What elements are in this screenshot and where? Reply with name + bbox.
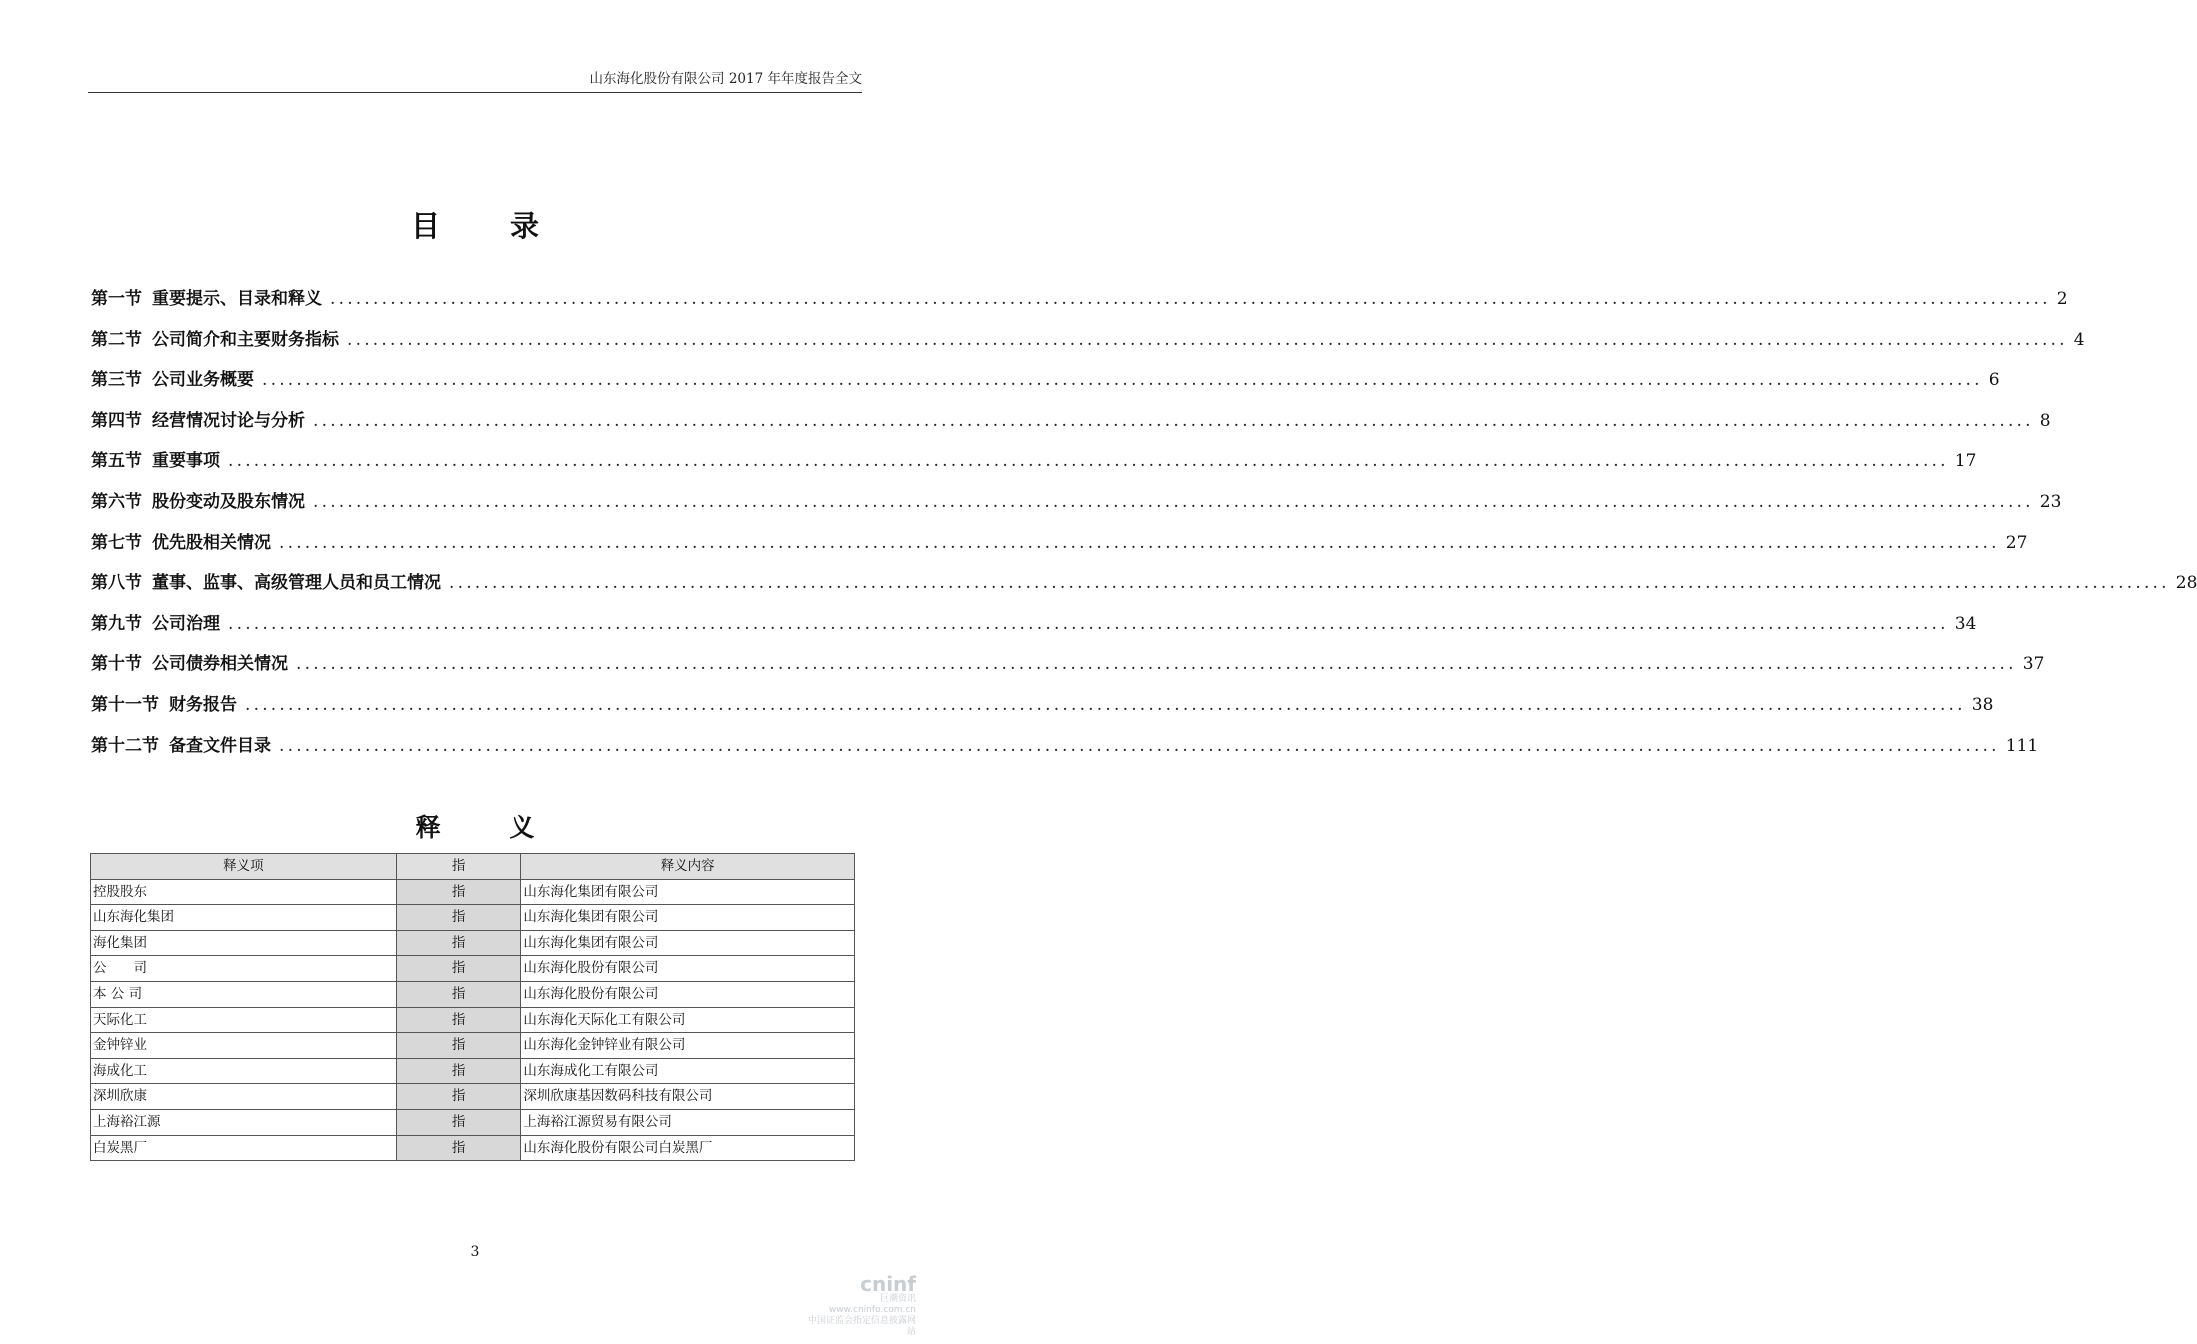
definition-term: 白炭黑厂: [91, 1135, 397, 1161]
table-row: [91, 1007, 855, 1033]
toc-item[interactable]: [91, 568, 2197, 609]
toc-item-label: [91, 284, 322, 309]
toc-item[interactable]: [91, 690, 1994, 731]
toc-item[interactable]: [91, 325, 2085, 366]
toc-item-section: 第十二节: [91, 735, 159, 756]
toc-item-label: [91, 568, 441, 593]
definition-meaning: 山东海化集团有限公司: [521, 879, 855, 905]
toc-item[interactable]: [91, 487, 2062, 528]
toc-item-title: 董事、监事、高级管理人员和员工情况: [152, 573, 441, 594]
header-term: 释义项: [91, 854, 397, 880]
toc-leader-dots: ........................................................................................................................................................................................................: [347, 329, 2068, 350]
toc-item-label: [91, 690, 237, 715]
toc-item-page: 38: [1971, 694, 1994, 715]
toc-item-label: [91, 446, 220, 471]
definition-meaning: 山东海成化工有限公司: [521, 1058, 855, 1084]
definitions-table: [90, 853, 855, 1161]
definition-term: 本 公 司: [91, 981, 397, 1007]
toc-item-label: [91, 609, 220, 634]
toc-item-label: [91, 365, 254, 390]
toc-leader-dots: ........................................................................................................................................................................................................: [313, 491, 2034, 512]
definition-refers: 指: [396, 1135, 521, 1161]
toc-item-page: 34: [1954, 613, 1977, 634]
toc-item-title: 公司简介和主要财务指标: [152, 329, 339, 350]
definition-refers: 指: [396, 1033, 521, 1059]
watermark-url: www.cninfo.com.cn: [828, 1305, 916, 1315]
definition-meaning: 山东海化股份有限公司: [521, 981, 855, 1007]
toc-item-section: 第七节: [91, 532, 142, 553]
definition-term: 深圳欣康: [91, 1084, 397, 1110]
toc-leader-dots: ........................................................................................................................................................................................................: [330, 289, 2051, 309]
toc-item-title: 重要提示、目录和释义: [152, 289, 322, 309]
cninfo-watermark: [806, 1274, 916, 1338]
toc-leader-dots: ........................................................................................................................................................................................................: [449, 573, 2170, 594]
definition-meaning: 山东海化天际化工有限公司: [521, 1007, 855, 1033]
page-number: 3: [470, 1244, 480, 1260]
toc-item-page: 17: [1954, 451, 1977, 472]
definition-term: 上海裕江源: [91, 1109, 397, 1135]
definition-term: 山东海化集团: [91, 905, 397, 931]
toc-title: 目 录: [410, 209, 570, 243]
toc-item-label: [91, 406, 305, 431]
toc-item-section: 第十一节: [91, 694, 159, 715]
watermark-name: 巨潮资讯: [879, 1294, 916, 1304]
definition-term: 金钟锌业: [91, 1033, 397, 1059]
toc-leader-dots: ........................................................................................................................................................................................................: [245, 694, 1966, 715]
toc-leader-dots: ........................................................................................................................................................................................................: [313, 410, 2034, 431]
header-meaning: 释义内容: [521, 854, 855, 880]
table-row: [91, 1135, 855, 1161]
definition-meaning: 山东海化股份有限公司: [521, 956, 855, 982]
definitions-header-row: [91, 854, 855, 880]
toc-item-label: [91, 528, 271, 553]
definition-term: 海化集团: [91, 930, 397, 956]
toc-item[interactable]: [91, 649, 2045, 690]
table-of-contents: [91, 284, 2197, 771]
toc-item-title: 备查文件目录: [169, 735, 271, 756]
definition-meaning: 上海裕江源贸易有限公司: [521, 1109, 855, 1135]
toc-item-section: 第二节: [91, 329, 142, 350]
toc-item[interactable]: [91, 406, 2051, 447]
definition-refers: 指: [396, 1058, 521, 1084]
toc-item-section: 第九节: [91, 613, 142, 634]
toc-item-section: 第四节: [91, 410, 142, 431]
definition-refers: 指: [396, 1084, 521, 1110]
table-row: [91, 1033, 855, 1059]
table-row: [91, 1084, 855, 1110]
toc-item-title: 公司业务概要: [152, 370, 254, 391]
toc-leader-dots: ........................................................................................................................................................................................................: [279, 735, 2000, 756]
toc-item-title: 重要事项: [152, 451, 220, 472]
toc-item-label: [91, 487, 305, 512]
toc-item-section: 第一节: [91, 289, 142, 309]
toc-leader-dots: ........................................................................................................................................................................................................: [228, 451, 1949, 472]
toc-item-section: 第六节: [91, 491, 142, 512]
toc-item-title: 财务报告: [169, 694, 237, 715]
table-row: [91, 930, 855, 956]
header-text: 山东海化股份有限公司 2017 年年度报告全文: [589, 71, 862, 87]
table-row: [91, 879, 855, 905]
toc-item[interactable]: [91, 731, 2039, 772]
toc-item-title: 公司债券相关情况: [152, 654, 288, 675]
definition-refers: 指: [396, 879, 521, 905]
toc-item[interactable]: [91, 609, 1977, 650]
toc-item-page: 2: [2056, 289, 2068, 309]
toc-leader-dots: ........................................................................................................................................................................................................: [228, 613, 1949, 634]
toc-leader-dots: ........................................................................................................................................................................................................: [262, 370, 1983, 391]
table-row: [91, 905, 855, 931]
toc-item-label: [91, 731, 271, 756]
watermark-tagline: 中国证监会指定信息披露网站: [807, 1316, 916, 1337]
toc-item-page: 23: [2039, 491, 2062, 512]
definition-term: 控股股东: [91, 879, 397, 905]
toc-item-title: 公司治理: [152, 613, 220, 634]
definition-term: 海成化工: [91, 1058, 397, 1084]
toc-item-section: 第十节: [91, 654, 142, 675]
definitions-title: 释 义: [415, 813, 565, 842]
definition-refers: 指: [396, 905, 521, 931]
definition-refers: 指: [396, 981, 521, 1007]
toc-item-label: [91, 649, 288, 674]
toc-item-page: 111: [2005, 735, 2039, 756]
definition-refers: 指: [396, 1109, 521, 1135]
toc-item-page: 37: [2022, 654, 2045, 675]
toc-item-page: 28: [2175, 573, 2197, 594]
toc-item[interactable]: [91, 284, 2068, 325]
toc-item-page: 27: [2005, 532, 2028, 553]
toc-item[interactable]: [91, 528, 2028, 569]
table-row: [91, 1058, 855, 1084]
toc-item-title: 优先股相关情况: [152, 532, 271, 553]
table-row: [91, 1109, 855, 1135]
toc-leader-dots: ........................................................................................................................................................................................................: [279, 532, 2000, 553]
watermark-logo: cninf: [860, 1272, 916, 1296]
toc-item-page: 4: [2073, 329, 2085, 350]
toc-leader-dots: ........................................................................................................................................................................................................: [296, 654, 2017, 675]
table-row: [91, 956, 855, 982]
toc-item-section: 第八节: [91, 573, 142, 594]
definition-meaning: 山东海化集团有限公司: [521, 930, 855, 956]
definition-term: 天际化工: [91, 1007, 397, 1033]
toc-item-page: 8: [2039, 410, 2051, 431]
toc-item-title: 经营情况讨论与分析: [152, 410, 305, 431]
toc-item-title: 股份变动及股东情况: [152, 491, 305, 512]
definition-meaning: 山东海化集团有限公司: [521, 905, 855, 931]
definition-refers: 指: [396, 956, 521, 982]
header-refers: 指: [396, 854, 521, 880]
definition-term: 公 司: [91, 956, 397, 982]
toc-item-section: 第五节: [91, 451, 142, 472]
toc-item-label: [91, 325, 339, 350]
toc-item-section: 第三节: [91, 370, 142, 391]
definition-meaning: 山东海化股份有限公司白炭黑厂: [521, 1135, 855, 1161]
table-row: [91, 981, 855, 1007]
definition-meaning: 山东海化金钟锌业有限公司: [521, 1033, 855, 1059]
toc-item[interactable]: [91, 365, 2000, 406]
page-header: [88, 66, 862, 93]
toc-item-page: 6: [1988, 370, 2000, 391]
toc-item[interactable]: [91, 446, 1977, 487]
definition-refers: 指: [396, 930, 521, 956]
definition-refers: 指: [396, 1007, 521, 1033]
definition-meaning: 深圳欣康基因数码科技有限公司: [521, 1084, 855, 1110]
